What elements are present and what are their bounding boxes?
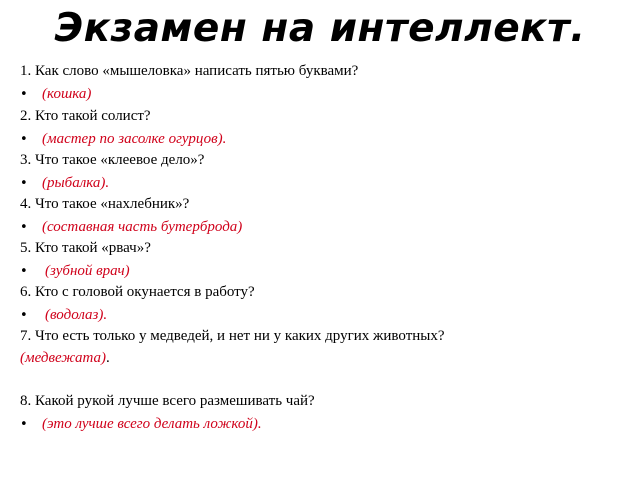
answer-7	[20, 349, 110, 367]
question-8: 8. Какой рукой лучше всего размешивать чай?	[20, 393, 315, 409]
bullet-icon: •	[20, 132, 28, 147]
page-title: Экзамен на интеллект.	[54, 6, 586, 51]
bullet-icon: •	[20, 220, 28, 235]
answer-text: (кошка)	[42, 86, 92, 102]
question-1: 1. Как слово «мышеловка» написать пятью буквами?	[20, 63, 359, 79]
answer-4	[20, 218, 242, 237]
question-3: 3. Что такое «клеевое дело»?	[20, 152, 205, 168]
question-5: 5. Кто такой «рвач»?	[20, 240, 151, 256]
answer-text: (водолаз).	[45, 307, 108, 323]
question-4: 4. Что такое «нахлебник»?	[20, 196, 190, 212]
answer-1	[20, 85, 91, 104]
answer-text: (медвежата)	[20, 350, 107, 366]
answer-5	[20, 262, 130, 281]
answer-suffix: .	[106, 350, 110, 366]
answer-text: (составная часть бутерброда)	[42, 219, 243, 235]
answer-text: (рыбалка).	[42, 175, 110, 191]
answer-text: (мастер по засолке огурцов).	[42, 131, 227, 147]
bullet-icon: •	[20, 308, 28, 323]
question-7: 7. Что есть только у медведей, и нет ни у каких других животных?	[20, 328, 445, 344]
answer-3	[20, 174, 109, 193]
question-6: 6. Кто с головой окунается в работу?	[20, 284, 255, 300]
answer-8	[20, 415, 262, 434]
bullet-icon: •	[20, 417, 28, 432]
bullet-icon: •	[20, 264, 28, 279]
answer-text: (зубной врач)	[45, 263, 130, 279]
question-2: 2. Кто такой солист?	[20, 108, 151, 124]
bullet-icon: •	[20, 176, 28, 191]
bullet-icon: •	[20, 87, 28, 102]
answer-2	[20, 130, 226, 149]
answer-text: (это лучше всего делать ложкой).	[42, 416, 262, 432]
answer-6	[20, 306, 107, 325]
